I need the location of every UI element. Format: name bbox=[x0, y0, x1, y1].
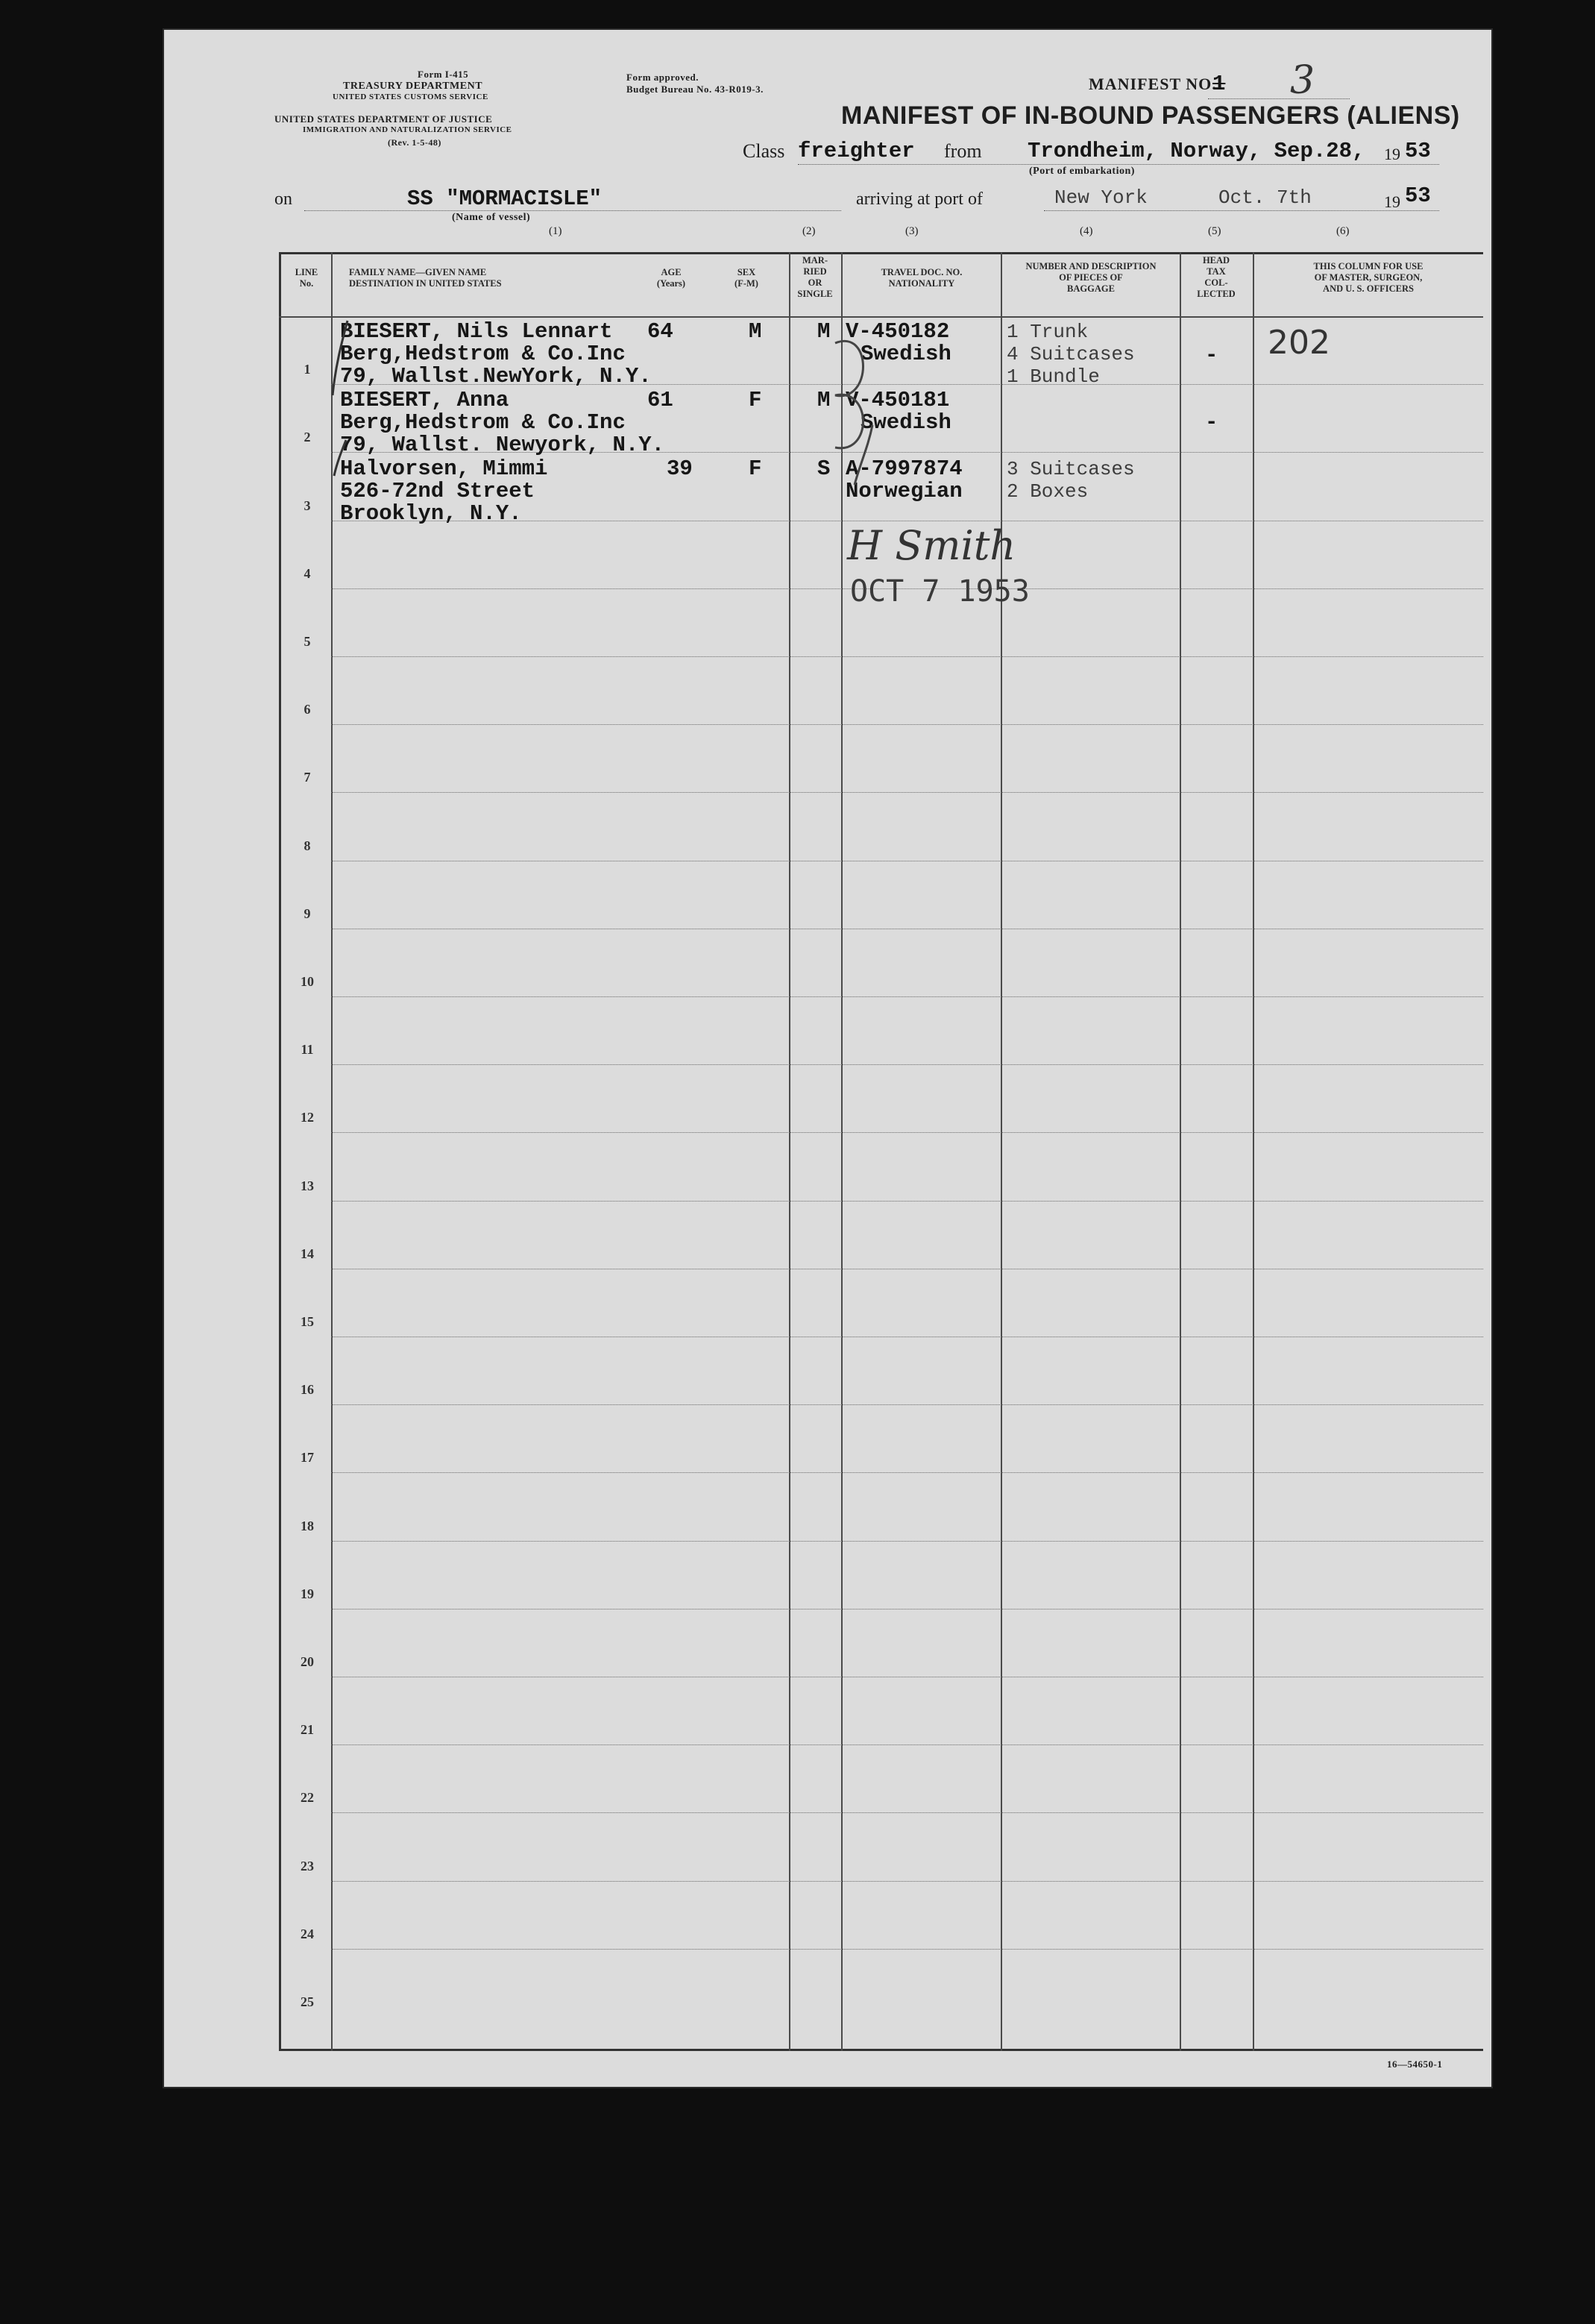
class-label: Class bbox=[743, 140, 785, 162]
line-number: 12 bbox=[301, 1110, 314, 1125]
col-number-4: (4) bbox=[1080, 225, 1093, 237]
passenger-destination: 79, Wallst. Newyork, N.Y. bbox=[340, 433, 665, 457]
header-line-no: LINE No. bbox=[295, 267, 318, 289]
arrival-date: Oct. 7th bbox=[1218, 186, 1312, 209]
row-line bbox=[331, 996, 1483, 997]
manifest-number-struck: 1 bbox=[1212, 72, 1226, 96]
year-value-2: 53 bbox=[1405, 183, 1431, 208]
class-underline bbox=[798, 164, 1439, 165]
nationality: Swedish bbox=[861, 342, 951, 366]
dept-of-justice: UNITED STATES DEPARTMENT OF JUSTICE bbox=[274, 113, 493, 125]
customs-service: UNITED STATES CUSTOMS SERVICE bbox=[333, 92, 488, 101]
column-divider bbox=[789, 252, 790, 2051]
header-head-tax: HEAD TAX COL- LECTED bbox=[1197, 255, 1236, 299]
passenger-name: Halvorsen, Mimmi bbox=[340, 456, 548, 481]
vessel-underline bbox=[304, 210, 841, 211]
header-age: AGE (Years) bbox=[656, 267, 686, 289]
on-label: on bbox=[274, 189, 292, 209]
port-embarkation-caption: (Port of embarkation) bbox=[1029, 166, 1135, 177]
inspector-signature: H Smith bbox=[847, 522, 1016, 569]
year-prefix-2: 19 bbox=[1384, 192, 1400, 211]
line-number: 3 bbox=[303, 497, 311, 513]
line-number: 21 bbox=[301, 1722, 314, 1738]
arrival-stamp-date: OCT 7 1953 bbox=[850, 574, 1030, 609]
port-of-arrival: New York bbox=[1054, 186, 1148, 209]
passenger-age: 39 bbox=[667, 456, 693, 481]
form-approved: Form approved. bbox=[626, 72, 699, 83]
passenger-age: 61 bbox=[647, 388, 673, 412]
line-number: 25 bbox=[301, 1994, 314, 2009]
passenger-destination: 526-72nd Street bbox=[340, 479, 535, 503]
baggage-item: 1 Trunk bbox=[1007, 321, 1089, 343]
row-line bbox=[331, 1132, 1483, 1133]
immigration-service: IMMIGRATION AND NATURALIZATION SERVICE bbox=[303, 125, 512, 134]
head-tax-mark: - bbox=[1205, 343, 1218, 368]
line-number: 14 bbox=[301, 1246, 314, 1261]
col-number-1: (1) bbox=[549, 225, 562, 237]
arrival-underline bbox=[1044, 210, 1439, 211]
line-number: 24 bbox=[301, 1926, 314, 1941]
passenger-destination: Berg,Hedstrom & Co.Inc bbox=[340, 342, 626, 366]
column-divider bbox=[1253, 252, 1254, 2051]
line-number: 18 bbox=[301, 1518, 314, 1533]
column-divider bbox=[1180, 252, 1181, 2051]
header-officers: THIS COLUMN FOR USE OF MASTER, SURGEON, AND U. S. OFFICERS bbox=[1313, 261, 1423, 294]
baggage-item: 4 Suitcases bbox=[1007, 343, 1135, 365]
line-number: 6 bbox=[303, 702, 311, 717]
passenger-marital: M bbox=[817, 319, 831, 344]
handwritten-bracket-marks bbox=[321, 313, 887, 492]
from-label: from bbox=[944, 140, 982, 162]
row-line bbox=[331, 1064, 1483, 1065]
row-line bbox=[331, 1201, 1483, 1202]
baggage-item: 3 Suitcases bbox=[1007, 458, 1135, 480]
line-number: 13 bbox=[301, 1178, 314, 1193]
line-number: 2 bbox=[303, 430, 311, 445]
year-value: 53 bbox=[1405, 139, 1431, 163]
passenger-destination: Berg,Hedstrom & Co.Inc bbox=[340, 410, 626, 435]
header-name-destination: FAMILY NAME—GIVEN NAME DESTINATION IN UNITED STATES bbox=[349, 267, 502, 289]
nationality: Norwegian bbox=[846, 479, 963, 503]
line-number: 20 bbox=[301, 1654, 314, 1669]
passenger-marital: S bbox=[817, 456, 831, 481]
row-line bbox=[331, 1472, 1483, 1473]
manifest-number-value: 3 bbox=[1290, 58, 1315, 103]
row-line bbox=[331, 1744, 1483, 1745]
passenger-destination: 79, Wallst.NewYork, N.Y. bbox=[340, 364, 652, 389]
passenger-marital: M bbox=[817, 388, 831, 412]
row-line bbox=[331, 1881, 1483, 1882]
col-number-3: (3) bbox=[905, 225, 919, 237]
class-value: freighter bbox=[798, 139, 915, 163]
manifest-number-underline bbox=[1208, 98, 1350, 99]
row-line bbox=[331, 792, 1483, 793]
line-number: 9 bbox=[303, 905, 311, 921]
row-line bbox=[331, 1404, 1483, 1405]
port-of-embarkation: Trondheim, Norway, Sep.28, bbox=[1028, 139, 1365, 163]
header-travel-doc: TRAVEL DOC. NO. NATIONALITY bbox=[881, 267, 963, 289]
treasury-department: TREASURY DEPARTMENT bbox=[343, 81, 483, 92]
manifest-number-label: MANIFEST NO. bbox=[1089, 75, 1217, 93]
row-line bbox=[331, 1949, 1483, 1950]
form-number: Form I-415 bbox=[418, 69, 469, 80]
passenger-sex: F bbox=[749, 388, 762, 412]
baggage-item: 1 Bundle bbox=[1007, 365, 1100, 388]
line-number: 8 bbox=[303, 838, 311, 853]
header-married-single: MAR- RIED OR SINGLE bbox=[797, 255, 833, 299]
line-number: 5 bbox=[303, 634, 311, 649]
arriving-label: arriving at port of bbox=[856, 189, 983, 209]
budget-bureau: Budget Bureau No. 43-R019-3. bbox=[626, 84, 764, 95]
col-number-5: (5) bbox=[1208, 225, 1221, 237]
vessel-name: SS "MORMACISLE" bbox=[407, 186, 603, 211]
header-baggage: NUMBER AND DESCRIPTION OF PIECES OF BAGGAGE bbox=[1025, 261, 1157, 294]
line-number: 17 bbox=[301, 1450, 314, 1466]
line-number: 16 bbox=[301, 1382, 314, 1398]
line-number: 22 bbox=[301, 1790, 314, 1806]
column-divider bbox=[841, 252, 843, 2051]
passenger-name: BIESERT, Nils Lennart bbox=[340, 319, 613, 344]
footer-code: 16—54650-1 bbox=[1387, 2058, 1443, 2070]
passenger-name: BIESERT, Anna bbox=[340, 388, 509, 412]
officer-note: 202 bbox=[1268, 324, 1330, 362]
document-title: MANIFEST OF IN-BOUND PASSENGERS (ALIENS) bbox=[841, 101, 1460, 130]
line-number: 23 bbox=[301, 1858, 314, 1874]
head-tax-mark: - bbox=[1205, 410, 1218, 435]
vessel-caption: (Name of vessel) bbox=[452, 212, 531, 223]
line-number: 15 bbox=[301, 1314, 314, 1329]
line-number: 4 bbox=[303, 565, 311, 581]
manifest-page bbox=[164, 30, 1491, 2087]
passenger-destination: Brooklyn, N.Y. bbox=[340, 501, 522, 526]
passenger-sex: M bbox=[749, 319, 762, 344]
nationality: Swedish bbox=[861, 410, 951, 435]
line-number: 1 bbox=[303, 362, 311, 377]
travel-doc-number: V-450182 bbox=[846, 319, 950, 344]
row-line bbox=[331, 724, 1483, 725]
line-number: 19 bbox=[301, 1586, 314, 1601]
row-line bbox=[331, 1812, 1483, 1813]
form-revision: (Rev. 1-5-48) bbox=[388, 137, 441, 148]
line-number: 11 bbox=[301, 1042, 314, 1058]
line-number: 10 bbox=[301, 974, 314, 989]
passenger-sex: F bbox=[749, 456, 762, 481]
header-sex: SEX (F-M) bbox=[734, 267, 758, 289]
year-prefix: 19 bbox=[1384, 145, 1400, 163]
row-line bbox=[331, 1541, 1483, 1542]
column-divider bbox=[331, 252, 333, 2051]
passenger-age: 64 bbox=[647, 319, 673, 344]
col-number-6: (6) bbox=[1336, 225, 1350, 237]
col-number-2: (2) bbox=[802, 225, 816, 237]
travel-doc-number: A-7997874 bbox=[846, 456, 963, 481]
row-line bbox=[331, 656, 1483, 657]
baggage-item: 2 Boxes bbox=[1007, 480, 1089, 503]
travel-doc-number: V-450181 bbox=[846, 388, 950, 412]
line-number: 7 bbox=[303, 770, 311, 785]
